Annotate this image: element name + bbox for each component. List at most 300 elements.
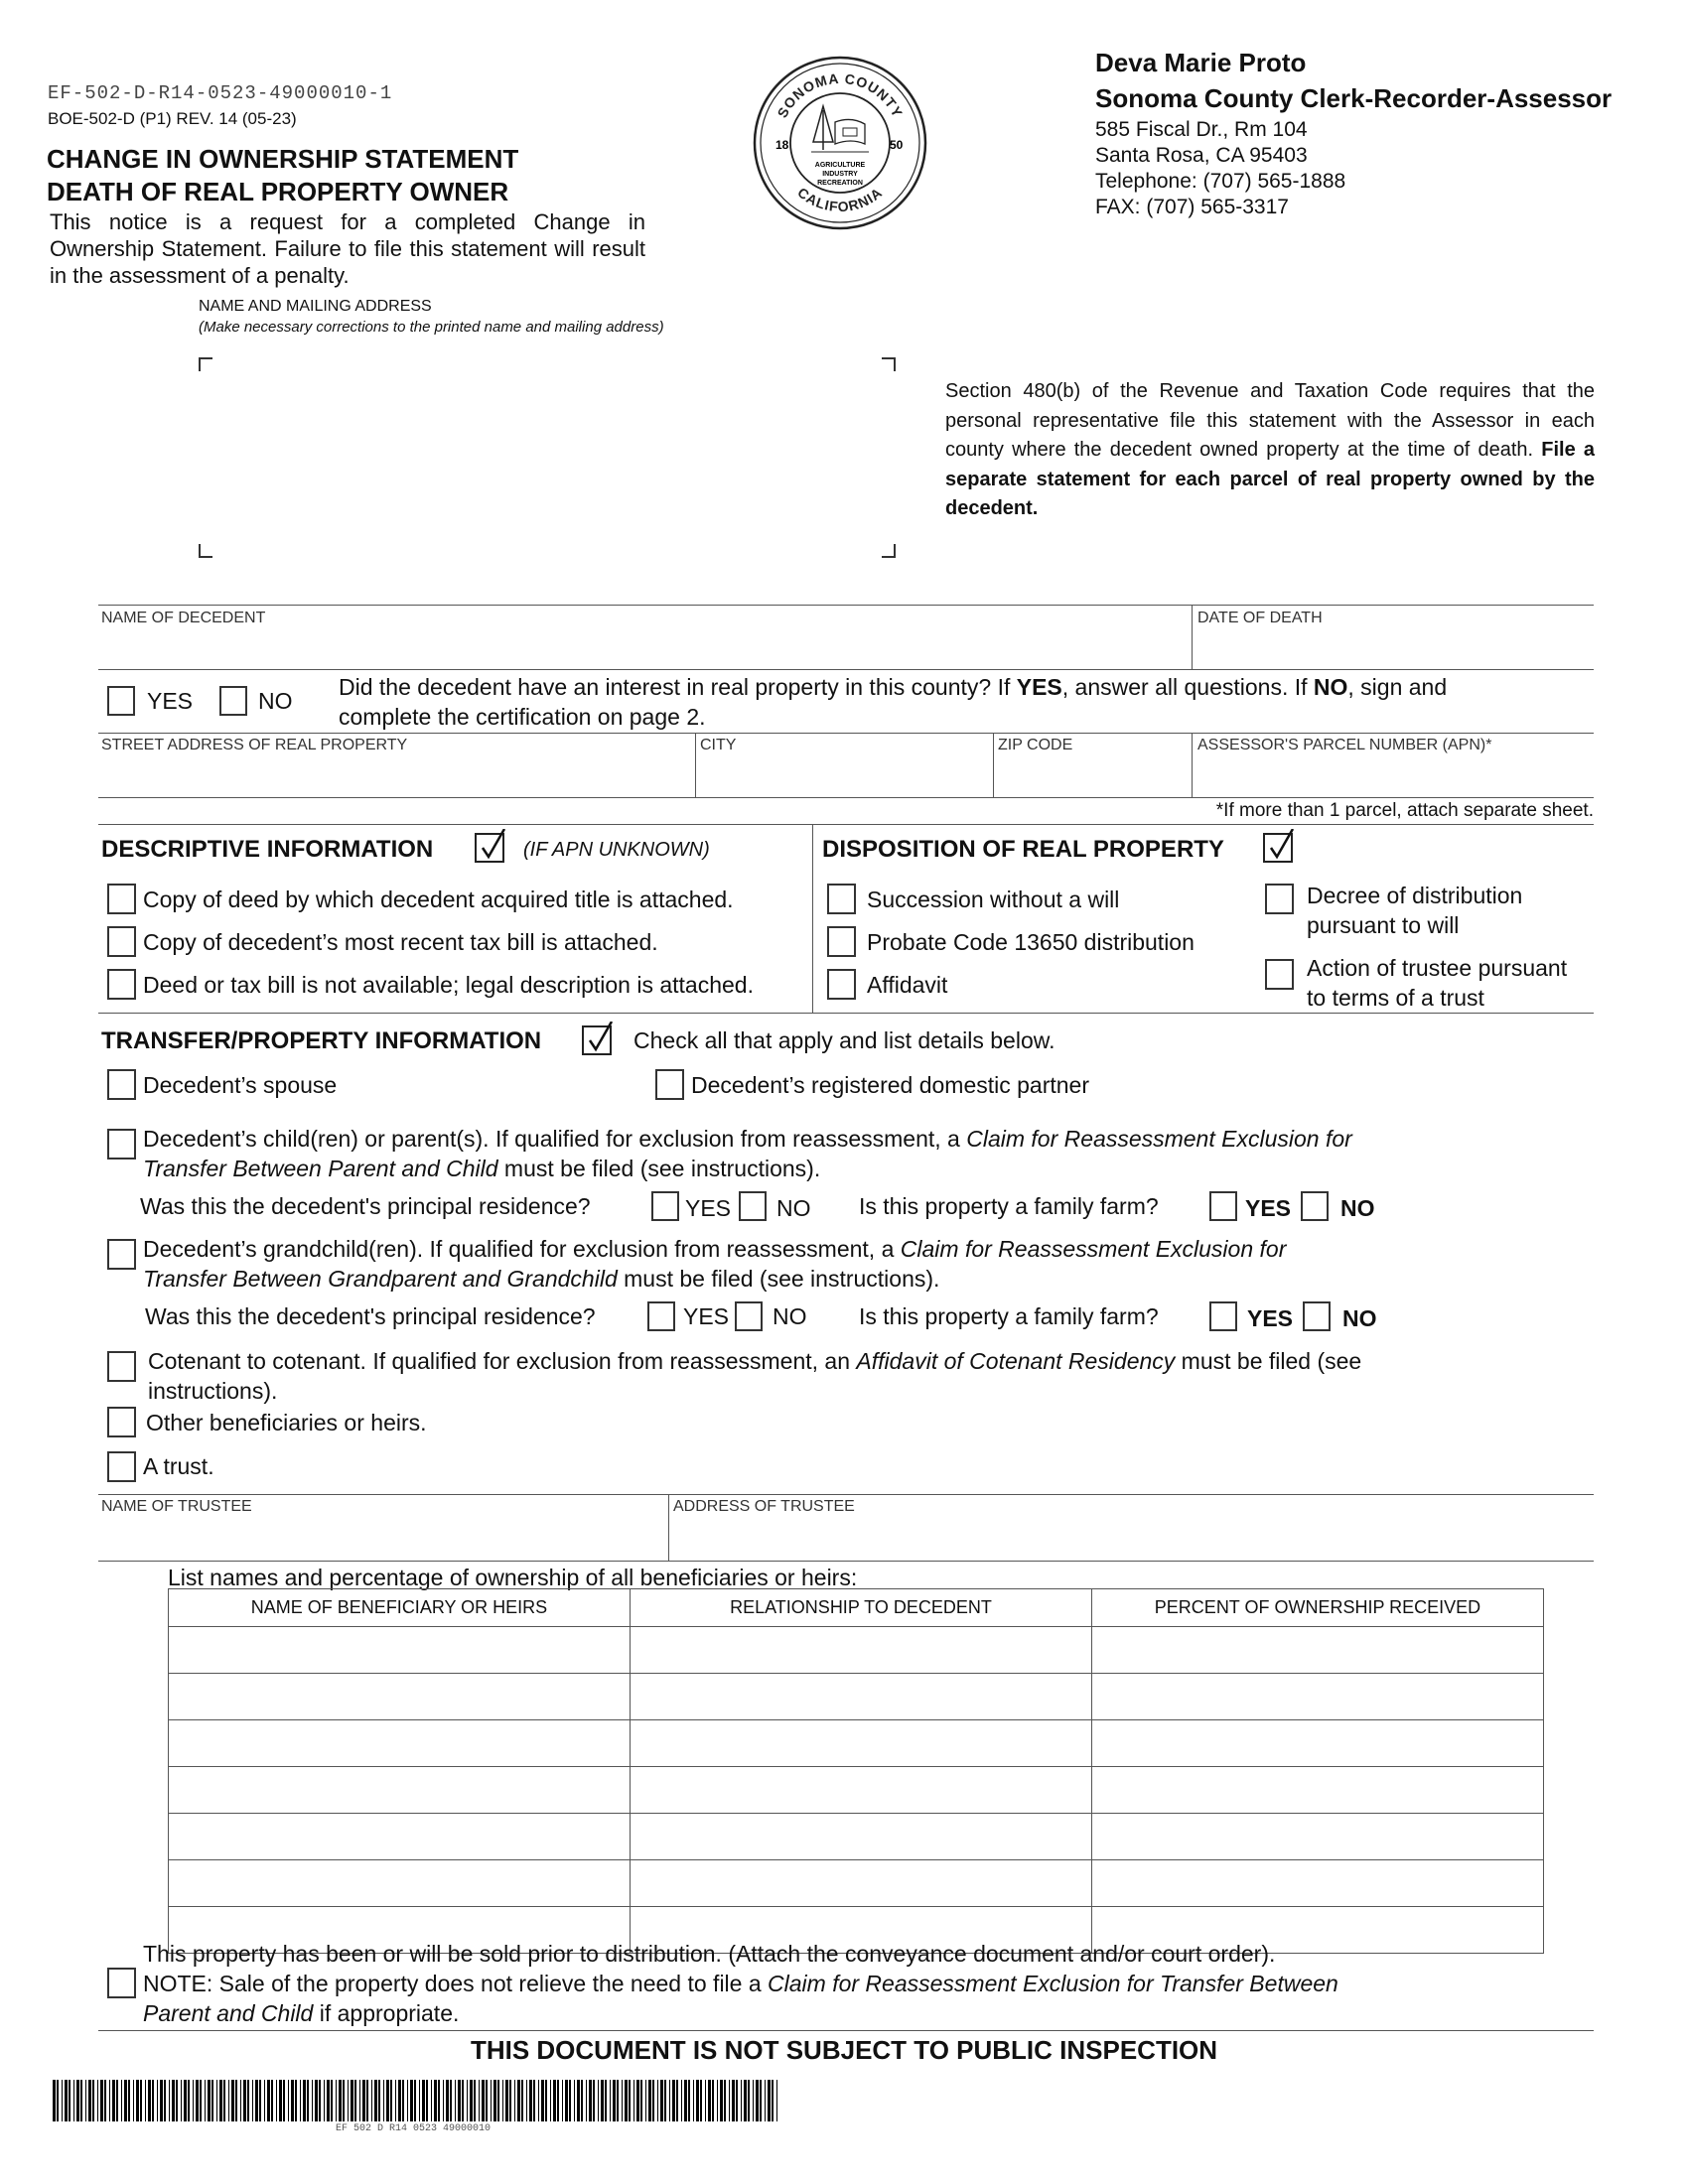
seal-motto-1: AGRICULTURE bbox=[814, 162, 866, 169]
barcode-bar bbox=[348, 2080, 349, 2121]
seal-bottom-text: CALIFORNIA bbox=[794, 184, 886, 215]
descriptive-checkbox[interactable] bbox=[475, 833, 504, 863]
child-parent-transfer: Transfer Between Parent and Child bbox=[143, 1156, 498, 1181]
trustee-address-field[interactable] bbox=[671, 1519, 1591, 1557]
barcode-bar bbox=[756, 2080, 759, 2121]
barcode-bar bbox=[240, 2080, 241, 2121]
sale-note-claim: Claim for Reassessment Exclusion for Transfer Between bbox=[768, 1971, 1338, 1996]
barcode-bar bbox=[414, 2080, 416, 2121]
public-inspection-notice: THIS DOCUMENT IS NOT SUBJECT TO PUBLIC INSPECTION bbox=[470, 2035, 1218, 2065]
barcode-bar bbox=[426, 2080, 428, 2121]
barcode-bar bbox=[482, 2080, 485, 2121]
barcode-bar bbox=[169, 2080, 170, 2121]
table-header-row bbox=[169, 1589, 1544, 1627]
grandchild-claim: Claim for Reassessment Exclusion for bbox=[900, 1236, 1287, 1262]
barcode-bar bbox=[312, 2080, 313, 2121]
percent-cell[interactable] bbox=[1092, 1767, 1544, 1814]
interest-q-pre: Did the decedent have an interest in real property in this county? If bbox=[339, 674, 1017, 700]
barcode-bar bbox=[684, 2080, 687, 2121]
child-residence-yes-label: YES bbox=[685, 1195, 732, 1221]
cotenant-post: must be filed (see bbox=[1175, 1348, 1362, 1374]
beneficiary-name-cell[interactable] bbox=[169, 1860, 631, 1907]
trustee-action-label-1: Action of trustee pursuant bbox=[1307, 955, 1568, 981]
barcode-bar bbox=[562, 2080, 563, 2121]
grandchild-residence-yes-label: YES bbox=[683, 1303, 730, 1329]
barcode-bar bbox=[252, 2080, 253, 2121]
barcode-bar bbox=[276, 2080, 277, 2121]
barcode-bar bbox=[526, 2080, 527, 2121]
child-parent-post: must be filed (see instructions). bbox=[497, 1156, 821, 1181]
barcode-bar bbox=[279, 2080, 282, 2121]
barcode-bar bbox=[259, 2080, 261, 2121]
barcode-bar bbox=[497, 2080, 499, 2121]
barcode-bar bbox=[407, 2080, 408, 2121]
sale-note-pre: NOTE: Sale of the property does not relieve the need to file a bbox=[143, 1971, 769, 1996]
deed-copy-checkbox[interactable] bbox=[107, 884, 136, 914]
barcode-bar bbox=[744, 2080, 747, 2121]
barcode-bar bbox=[760, 2080, 762, 2121]
barcode-bar bbox=[660, 2080, 663, 2121]
grandchild-text-2 bbox=[143, 1266, 939, 1293]
barcode-bar bbox=[672, 2080, 675, 2121]
county-seal bbox=[752, 55, 928, 231]
barcode-bar bbox=[136, 2080, 139, 2121]
barcode-bar bbox=[92, 2080, 94, 2121]
trust-checkbox[interactable] bbox=[107, 1451, 136, 1482]
interest-yes-checkbox[interactable] bbox=[107, 686, 135, 716]
probate-checkbox[interactable] bbox=[827, 926, 856, 957]
barcode-bar bbox=[541, 2080, 544, 2121]
barcode-bar bbox=[366, 2080, 368, 2121]
city-label: CITY bbox=[700, 737, 737, 753]
barcode-bar bbox=[193, 2080, 194, 2121]
beneficiary-name-cell[interactable] bbox=[169, 1627, 631, 1674]
seal-top-text: SONOMA COUNTY bbox=[774, 69, 907, 121]
barcode-bar bbox=[577, 2080, 580, 2121]
table-row bbox=[169, 1767, 1544, 1814]
grandchild-residence-question: Was this the decedent's principal residence? bbox=[145, 1303, 596, 1329]
barcode-bar bbox=[354, 2080, 356, 2121]
barcode-bar bbox=[565, 2080, 568, 2121]
barcode-bar bbox=[208, 2080, 211, 2121]
mailing-hint: (Make necessary corrections to the printed name and mailing address) bbox=[199, 319, 664, 336]
affidavit-checkbox[interactable] bbox=[827, 969, 856, 1000]
barcode-bar bbox=[97, 2080, 98, 2121]
sold-prior-checkbox[interactable] bbox=[107, 1968, 136, 1998]
barcode-bar bbox=[228, 2080, 229, 2121]
spouse-label: Decedent’s spouse bbox=[143, 1072, 338, 1098]
grandchild-farm-no-checkbox[interactable] bbox=[1303, 1301, 1331, 1331]
barcode-bar bbox=[53, 2080, 56, 2121]
barcode-bar bbox=[443, 2080, 444, 2121]
affidavit-label: Affidavit bbox=[867, 972, 948, 998]
barcode-bar bbox=[629, 2080, 631, 2121]
table-row bbox=[169, 1627, 1544, 1674]
barcode-bar bbox=[505, 2080, 508, 2121]
interest-q-yes: YES bbox=[1016, 674, 1062, 700]
barcode-bar bbox=[264, 2080, 265, 2121]
barcode-bar bbox=[657, 2080, 658, 2121]
column-header: PERCENT OF OWNERSHIP RECEIVED bbox=[1092, 1589, 1544, 1627]
cotenant-affidavit: Affidavit of Cotenant Residency bbox=[856, 1348, 1176, 1374]
disposition-checkbox[interactable] bbox=[1263, 833, 1293, 863]
city-field[interactable] bbox=[697, 757, 991, 793]
barcode-bar bbox=[772, 2080, 774, 2121]
child-farm-no-label: NO bbox=[1340, 1195, 1375, 1221]
form-code: EF-502-D-R14-0523-49000010-1 bbox=[48, 82, 393, 104]
barcode-bar bbox=[109, 2080, 110, 2121]
apn-field[interactable] bbox=[1196, 757, 1592, 793]
tax-bill-checkbox[interactable] bbox=[107, 926, 136, 957]
barcode-bar bbox=[160, 2080, 163, 2121]
barcode-bar bbox=[145, 2080, 146, 2121]
barcode-bar bbox=[362, 2080, 365, 2121]
beneficiaries-intro: List names and percentage of ownership of all beneficiaries or heirs: bbox=[168, 1565, 858, 1590]
table-row bbox=[169, 1720, 1544, 1767]
apn-note: *If more than 1 parcel, attach separate sheet. bbox=[1215, 800, 1594, 821]
barcode-bar bbox=[291, 2080, 294, 2121]
decree-checkbox[interactable] bbox=[1265, 884, 1294, 914]
barcode-bar bbox=[219, 2080, 222, 2121]
office-contact bbox=[1095, 45, 1612, 220]
trustee-name-field[interactable] bbox=[99, 1519, 665, 1557]
barcode-bar bbox=[640, 2080, 642, 2121]
percent-cell[interactable] bbox=[1092, 1720, 1544, 1767]
zip-field[interactable] bbox=[995, 757, 1190, 793]
child-farm-yes-label: YES bbox=[1245, 1195, 1292, 1221]
barcode-bar bbox=[231, 2080, 234, 2121]
grandchild-transfer: Transfer Between Grandparent and Grandchild bbox=[143, 1266, 618, 1292]
grandchild-residence-no-checkbox[interactable] bbox=[735, 1301, 763, 1331]
barcode-bar bbox=[390, 2080, 392, 2121]
barcode-bar bbox=[402, 2080, 404, 2121]
grandchild-residence-yes-checkbox[interactable] bbox=[647, 1301, 675, 1331]
legal-description-checkbox[interactable] bbox=[107, 969, 136, 1000]
barcode-bar bbox=[116, 2080, 118, 2121]
barcode-bar bbox=[205, 2080, 206, 2121]
barcode-bar bbox=[474, 2080, 476, 2121]
assessor-name: Deva Marie Proto bbox=[1095, 48, 1307, 77]
barcode-bar bbox=[700, 2080, 702, 2121]
apn-unknown-note: (IF APN UNKNOWN) bbox=[523, 839, 710, 861]
barcode-bar bbox=[383, 2080, 384, 2121]
barcode-bar bbox=[62, 2080, 63, 2121]
barcode-bar bbox=[741, 2080, 742, 2121]
barcode-bar bbox=[124, 2080, 127, 2121]
child-residence-no-label: NO bbox=[776, 1195, 811, 1221]
barcode-bar bbox=[351, 2080, 353, 2121]
barcode-bar bbox=[339, 2080, 342, 2121]
grandchild-checkbox[interactable] bbox=[107, 1239, 136, 1270]
transfer-heading: TRANSFER/PROPERTY INFORMATION bbox=[101, 1027, 542, 1054]
barcode-bar bbox=[765, 2080, 766, 2121]
column-header: NAME OF BENEFICIARY OR HEIRS bbox=[169, 1589, 631, 1627]
barcode-bar bbox=[422, 2080, 425, 2121]
barcode-bar bbox=[85, 2080, 86, 2121]
grandchild-farm-yes-label: YES bbox=[1247, 1305, 1294, 1331]
barcode-bar bbox=[88, 2080, 91, 2121]
date-of-death-field[interactable] bbox=[1196, 630, 1592, 666]
child-parent-claim: Claim for Reassessment Exclusion for bbox=[966, 1126, 1352, 1152]
cotenant-text-2: instructions). bbox=[148, 1378, 278, 1404]
form-title-line2: DEATH OF REAL PROPERTY OWNER bbox=[47, 177, 509, 206]
barcode-bar bbox=[235, 2080, 237, 2121]
legal-description-label: Deed or tax bill is not available; legal description is attached. bbox=[143, 972, 754, 998]
barcode-bar bbox=[140, 2080, 142, 2121]
barcode-bar bbox=[610, 2080, 611, 2121]
succession-checkbox[interactable] bbox=[827, 884, 856, 914]
decedent-name-label: NAME OF DECEDENT bbox=[101, 610, 266, 626]
barcode-bar bbox=[652, 2080, 654, 2121]
child-parent-text-2 bbox=[143, 1156, 820, 1182]
child-farm-no-checkbox[interactable] bbox=[1301, 1191, 1329, 1221]
barcode-bar bbox=[438, 2080, 440, 2121]
interest-question bbox=[339, 674, 1447, 701]
trustee-action-checkbox[interactable] bbox=[1265, 959, 1294, 990]
child-residence-question: Was this the decedent's principal residence? bbox=[140, 1193, 591, 1219]
section-480-notice bbox=[945, 377, 1595, 524]
table-row bbox=[169, 1674, 1544, 1720]
barcode-bar bbox=[574, 2080, 575, 2121]
barcode-bar bbox=[216, 2080, 217, 2121]
check-icon bbox=[585, 1022, 615, 1055]
barcode-bar bbox=[462, 2080, 464, 2121]
trustee-name-label: NAME OF TRUSTEE bbox=[101, 1498, 252, 1515]
percent-cell[interactable] bbox=[1092, 1860, 1544, 1907]
barcode-bar bbox=[470, 2080, 473, 2121]
barcode-bar bbox=[398, 2080, 401, 2121]
barcode-bar bbox=[336, 2080, 337, 2121]
form-revision: BOE-502-D (P1) REV. 14 (05-23) bbox=[48, 109, 297, 128]
beneficiary-name-cell[interactable] bbox=[169, 1720, 631, 1767]
relationship-cell[interactable] bbox=[631, 1720, 1092, 1767]
barcode-bar bbox=[636, 2080, 639, 2121]
sold-prior-line2 bbox=[143, 1971, 1338, 1997]
street-field[interactable] bbox=[99, 757, 693, 793]
office-address1: 585 Fiscal Dr., Rm 104 bbox=[1095, 118, 1308, 141]
interest-no-checkbox[interactable] bbox=[219, 686, 247, 716]
seal-motto-2: INDUSTRY bbox=[822, 171, 858, 178]
barcode-bar bbox=[331, 2080, 333, 2121]
barcode-bar bbox=[181, 2080, 182, 2121]
sale-note-parent-child: Parent and Child bbox=[143, 2000, 314, 2026]
barcode-bar bbox=[395, 2080, 396, 2121]
barcode-bar bbox=[633, 2080, 634, 2121]
child-residence-no-checkbox[interactable] bbox=[739, 1191, 767, 1221]
trustee-address-label: ADDRESS OF TRUSTEE bbox=[673, 1498, 855, 1515]
barcode-bar bbox=[431, 2080, 432, 2121]
percent-cell[interactable] bbox=[1092, 1674, 1544, 1720]
grandchild-residence-no-label: NO bbox=[773, 1303, 807, 1329]
relationship-cell[interactable] bbox=[631, 1627, 1092, 1674]
date-of-death-label: DATE OF DEATH bbox=[1197, 610, 1323, 626]
barcode-bar bbox=[736, 2080, 738, 2121]
barcode-bar bbox=[493, 2080, 496, 2121]
office-phone: Telephone: (707) 565-1888 bbox=[1095, 170, 1346, 193]
barcode-bar bbox=[732, 2080, 735, 2121]
barcode-bar bbox=[121, 2080, 122, 2121]
barcode-bar bbox=[307, 2080, 309, 2121]
barcode-bar bbox=[176, 2080, 178, 2121]
barcode-bar bbox=[200, 2080, 202, 2121]
barcode bbox=[53, 2080, 782, 2121]
mailing-label: NAME AND MAILING ADDRESS bbox=[199, 298, 432, 315]
barcode-bar bbox=[455, 2080, 456, 2121]
barcode-bar bbox=[184, 2080, 187, 2121]
interest-no-label: NO bbox=[258, 688, 293, 714]
spouse-checkbox[interactable] bbox=[107, 1069, 136, 1100]
trustee-action-label-2: to terms of a trust bbox=[1307, 985, 1484, 1011]
percent-cell[interactable] bbox=[1092, 1627, 1544, 1674]
form-title-line1: CHANGE IN OWNERSHIP STATEMENT bbox=[47, 144, 519, 174]
barcode-bar bbox=[164, 2080, 166, 2121]
child-parent-pre: Decedent’s child(ren) or parent(s). If qualified for exclusion from reassessment, a bbox=[143, 1126, 967, 1152]
barcode-bar bbox=[708, 2080, 711, 2121]
grandchild-farm-question: Is this property a family farm? bbox=[859, 1303, 1159, 1329]
barcode-bar bbox=[693, 2080, 694, 2121]
assessor-title: Sonoma County Clerk-Recorder-Assessor bbox=[1095, 83, 1613, 113]
barcode-bar bbox=[374, 2080, 377, 2121]
grandchild-post: must be filed (see instructions). bbox=[617, 1266, 940, 1292]
barcode-bar bbox=[267, 2080, 270, 2121]
penalty-notice: This notice is a request for a completed Change in Ownership Statement. Failure to file this statement will result in the assessment of a penalty. bbox=[50, 209, 645, 288]
cotenant-checkbox[interactable] bbox=[107, 1351, 136, 1382]
beneficiary-name-cell[interactable] bbox=[169, 1767, 631, 1814]
barcode-bar bbox=[300, 2080, 301, 2121]
partner-checkbox[interactable] bbox=[655, 1069, 684, 1100]
grandchild-farm-yes-checkbox[interactable] bbox=[1209, 1301, 1237, 1331]
barcode-bar bbox=[100, 2080, 103, 2121]
barcode-bar bbox=[73, 2080, 74, 2121]
cotenant-pre: Cotenant to cotenant. If qualified for exclusion from reassessment, an bbox=[148, 1348, 857, 1374]
succession-label: Succession without a will bbox=[867, 887, 1120, 912]
child-residence-yes-checkbox[interactable] bbox=[651, 1191, 679, 1221]
barcode-bar bbox=[319, 2080, 321, 2121]
child-farm-yes-checkbox[interactable] bbox=[1209, 1191, 1237, 1221]
descriptive-heading: DESCRIPTIVE INFORMATION bbox=[101, 836, 434, 863]
barcode-bar bbox=[327, 2080, 330, 2121]
barcode-bar bbox=[545, 2080, 547, 2121]
interest-q-post: , sign and bbox=[1347, 674, 1448, 700]
barcode-bar bbox=[288, 2080, 289, 2121]
barcode-bar bbox=[753, 2080, 754, 2121]
svg-text:CALIFORNIA bbox=[794, 184, 885, 214]
barcode-bar bbox=[748, 2080, 750, 2121]
barcode-bar bbox=[776, 2080, 777, 2121]
barcode-bar bbox=[446, 2080, 449, 2121]
barcode-bar bbox=[581, 2080, 583, 2121]
barcode-bar bbox=[521, 2080, 523, 2121]
barcode-bar bbox=[625, 2080, 628, 2121]
barcode-bar bbox=[378, 2080, 380, 2121]
check-icon bbox=[478, 829, 507, 863]
barcode-bar bbox=[172, 2080, 175, 2121]
percent-cell[interactable] bbox=[1092, 1814, 1544, 1860]
check-icon bbox=[1266, 829, 1296, 863]
decree-label-2: pursuant to will bbox=[1307, 912, 1460, 938]
barcode-bar bbox=[315, 2080, 318, 2121]
barcode-bar bbox=[617, 2080, 619, 2121]
zip-label: ZIP CODE bbox=[998, 737, 1073, 753]
disposition-heading: DISPOSITION OF REAL PROPERTY bbox=[822, 836, 1224, 863]
barcode-bar bbox=[517, 2080, 520, 2121]
barcode-bar bbox=[502, 2080, 503, 2121]
other-heirs-checkbox[interactable] bbox=[107, 1407, 136, 1437]
barcode-text: EF 502 D R14 0523 49000010 bbox=[336, 2123, 492, 2134]
grandchild-farm-no-label: NO bbox=[1342, 1305, 1377, 1331]
decedent-name-field[interactable] bbox=[99, 630, 1190, 666]
column-header: RELATIONSHIP TO DECEDENT bbox=[631, 1589, 1092, 1627]
barcode-bar bbox=[386, 2080, 389, 2121]
beneficiaries-table bbox=[168, 1588, 1544, 1954]
barcode-bar bbox=[458, 2080, 461, 2121]
transfer-checkbox[interactable] bbox=[582, 1025, 612, 1055]
relationship-cell[interactable] bbox=[631, 1860, 1092, 1907]
barcode-bar bbox=[724, 2080, 726, 2121]
tax-bill-label: Copy of decedent’s most recent tax bill is attached. bbox=[143, 929, 658, 955]
seal-motto-3: RECREATION bbox=[817, 180, 863, 187]
relationship-cell[interactable] bbox=[631, 1767, 1092, 1814]
beneficiary-name-cell[interactable] bbox=[169, 1814, 631, 1860]
barcode-bar bbox=[648, 2080, 651, 2121]
barcode-bar bbox=[80, 2080, 82, 2121]
barcode-bar bbox=[491, 2080, 492, 2121]
barcode-bar bbox=[557, 2080, 559, 2121]
barcode-bar bbox=[157, 2080, 158, 2121]
barcode-bar bbox=[419, 2080, 420, 2121]
beneficiary-name-cell[interactable] bbox=[169, 1674, 631, 1720]
grandchild-pre: Decedent’s grandchild(ren). If qualified for exclusion from reassessment, a bbox=[143, 1236, 901, 1262]
child-farm-question: Is this property a family farm? bbox=[859, 1193, 1159, 1219]
seal-year-right: 50 bbox=[890, 138, 904, 152]
barcode-bar bbox=[589, 2080, 592, 2121]
barcode-bar bbox=[705, 2080, 706, 2121]
barcode-bar bbox=[371, 2080, 372, 2121]
barcode-bar bbox=[295, 2080, 297, 2121]
other-heirs-label: Other beneficiaries or heirs. bbox=[146, 1410, 427, 1435]
deed-copy-label: Copy of deed by which decedent acquired title is attached. bbox=[143, 887, 734, 912]
barcode-bar bbox=[720, 2080, 723, 2121]
relationship-cell[interactable] bbox=[631, 1674, 1092, 1720]
mailing-address-box[interactable] bbox=[199, 357, 896, 558]
probate-label: Probate Code 13650 distribution bbox=[867, 929, 1195, 955]
barcode-bar bbox=[243, 2080, 246, 2121]
barcode-bar bbox=[586, 2080, 587, 2121]
barcode-bar bbox=[688, 2080, 690, 2121]
sold-prior-line1: This property has been or will be sold prior to distribution. (Attach the conveyance document and/or court order). bbox=[143, 1941, 1276, 1967]
interest-yes-label: YES bbox=[147, 688, 194, 714]
barcode-bar bbox=[486, 2080, 488, 2121]
barcode-bar bbox=[569, 2080, 571, 2121]
barcode-bar bbox=[605, 2080, 607, 2121]
barcode-bar bbox=[598, 2080, 599, 2121]
barcode-bar bbox=[479, 2080, 480, 2121]
barcode-bar bbox=[196, 2080, 199, 2121]
table-row bbox=[169, 1860, 1544, 1907]
barcode-bar bbox=[601, 2080, 604, 2121]
barcode-bar bbox=[669, 2080, 670, 2121]
barcode-bar bbox=[247, 2080, 249, 2121]
child-parent-checkbox[interactable] bbox=[107, 1129, 136, 1160]
interest-q-mid: , answer all questions. If bbox=[1061, 674, 1314, 700]
interest-q-no: NO bbox=[1313, 674, 1348, 700]
street-label: STREET ADDRESS OF REAL PROPERTY bbox=[101, 737, 408, 753]
relationship-cell[interactable] bbox=[631, 1814, 1092, 1860]
barcode-bar bbox=[133, 2080, 134, 2121]
barcode-bar bbox=[712, 2080, 714, 2121]
barcode-bar bbox=[664, 2080, 666, 2121]
seal-year-left: 18 bbox=[775, 138, 789, 152]
